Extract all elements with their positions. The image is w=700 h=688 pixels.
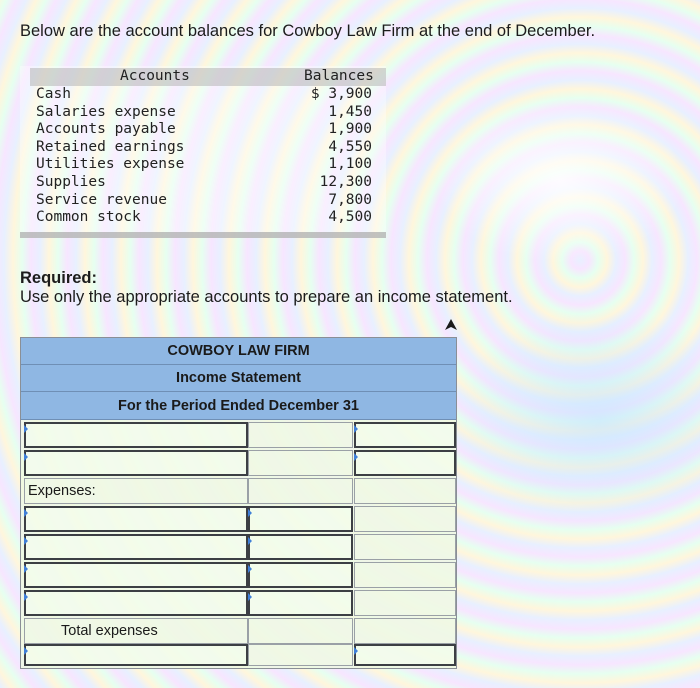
expense-total-cell — [354, 590, 456, 616]
expense-total-cell — [354, 534, 456, 560]
net-income-amount-cell — [248, 644, 353, 666]
expense-total-cell — [354, 562, 456, 588]
net-income-total-input[interactable] — [354, 644, 456, 666]
statement-period: For the Period Ended December 31 — [21, 392, 456, 420]
account-name: Salaries expense — [36, 103, 176, 120]
revenue-total-input-2[interactable] — [354, 450, 456, 476]
expense-account-input[interactable] — [24, 506, 248, 532]
expenses-label: Expenses: — [28, 483, 96, 499]
required-label: Required: — [20, 269, 98, 287]
net-income-label-input[interactable] — [24, 644, 248, 666]
account-balance: 1,900 — [328, 121, 372, 138]
account-balance: 7,800 — [328, 191, 372, 208]
expense-account-input[interactable] — [24, 562, 248, 588]
account-balance: 12,300 — [319, 173, 372, 190]
account-name: Service revenue — [36, 191, 167, 208]
problem-intro: Below are the account balances for Cowboy Law Firm at the end of December. — [20, 22, 596, 40]
account-name: Common stock — [36, 209, 141, 226]
revenue-amount-input[interactable] — [248, 422, 353, 448]
expenses-label-total-cell — [354, 478, 456, 504]
balances-header: Balances — [304, 68, 374, 84]
instruction-text: Use only the appropriate accounts to prepare an income statement. — [20, 288, 513, 306]
account-balance: 4,550 — [328, 138, 372, 155]
expenses-label-cell — [24, 478, 248, 504]
expense-account-input[interactable] — [24, 534, 248, 560]
income-statement-worksheet — [20, 337, 457, 669]
statement-title: Income Statement — [21, 365, 456, 392]
revenue-account-input[interactable] — [24, 422, 248, 448]
account-name: Cash — [36, 86, 71, 102]
table-bottom-scrollbar[interactable] — [20, 232, 386, 238]
balances-column — [280, 86, 372, 227]
expense-amount-input[interactable] — [248, 590, 353, 616]
arrow-cursor-icon — [444, 318, 458, 332]
revenue-total-input[interactable] — [354, 422, 456, 448]
account-balance: 4,500 — [328, 209, 372, 226]
account-name: Retained earnings — [36, 138, 185, 155]
statement-body — [21, 420, 456, 668]
total-expenses-label-cell — [24, 618, 248, 644]
account-balance: 1,450 — [328, 103, 372, 120]
expense-total-cell — [354, 506, 456, 532]
expense-amount-input[interactable] — [248, 506, 353, 532]
expenses-label-amount-cell — [248, 478, 353, 504]
revenue-amount-input-2[interactable] — [248, 450, 353, 476]
statement-company-name: COWBOY LAW FIRM — [21, 338, 456, 365]
account-balance: $ 3,900 — [310, 86, 372, 102]
total-expenses-amount-cell — [248, 618, 353, 644]
account-name: Accounts payable — [36, 121, 176, 138]
expense-amount-input[interactable] — [248, 534, 353, 560]
account-name: Supplies — [36, 173, 106, 190]
total-expenses-total-input[interactable] — [354, 618, 456, 644]
accounts-column — [36, 86, 216, 227]
accounts-header: Accounts — [120, 68, 190, 84]
revenue-account-input-2[interactable] — [24, 450, 248, 476]
account-name: Utilities expense — [36, 156, 185, 173]
expense-account-input[interactable] — [24, 590, 248, 616]
total-expenses-label: Total expenses — [61, 623, 158, 639]
account-balance: 1,100 — [328, 156, 372, 173]
account-balances-table — [20, 66, 386, 238]
expense-amount-input[interactable] — [248, 562, 353, 588]
